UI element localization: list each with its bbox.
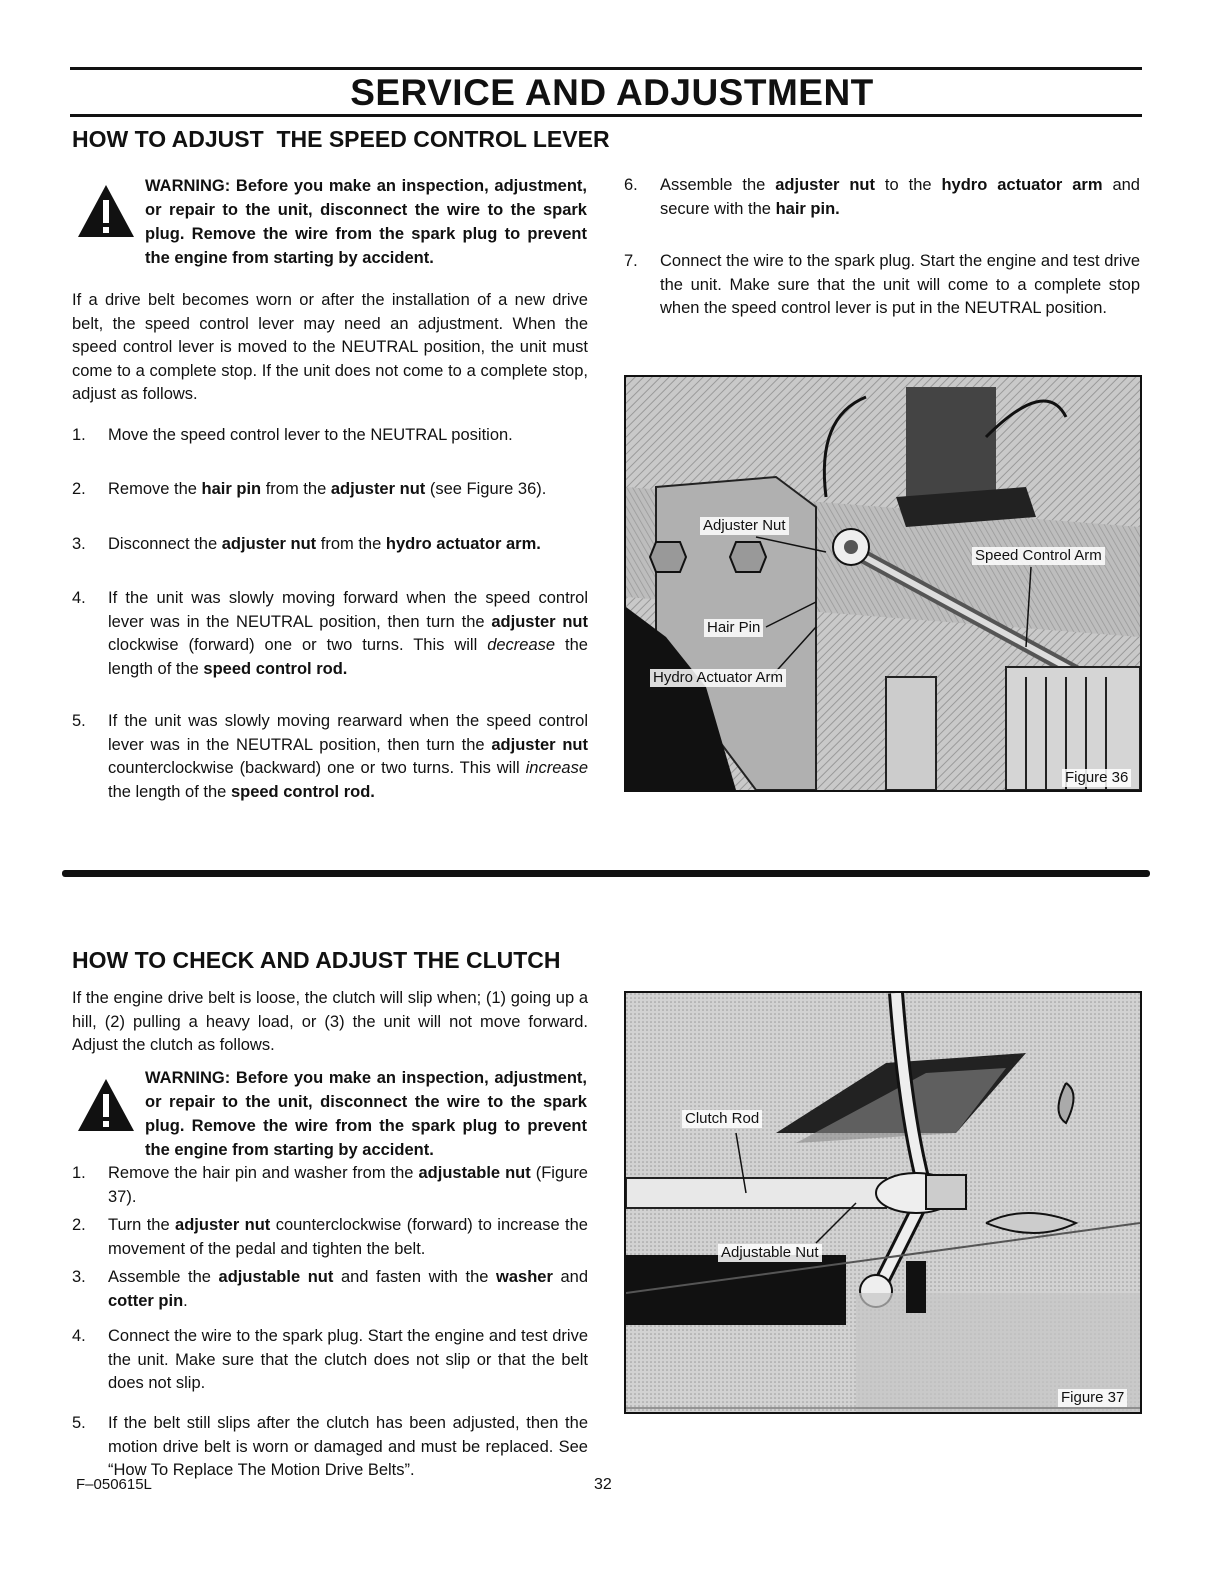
step-text-part: and — [552, 1268, 588, 1286]
step-text-part: from the — [261, 480, 331, 498]
step-text — [108, 1325, 588, 1396]
top-rule — [70, 67, 1142, 70]
step-number: 7. — [624, 252, 638, 270]
step-text-part: speed control rod. — [203, 659, 348, 678]
step-text-part: adjuster nut — [775, 176, 875, 194]
step-text — [108, 1214, 588, 1261]
step-text-part: to the — [875, 176, 942, 194]
step-item — [72, 710, 588, 810]
step-number: 1. — [72, 1164, 86, 1182]
figure-36-illustration — [626, 377, 1140, 790]
step-text-part: increase — [525, 759, 588, 777]
figure-36 — [624, 375, 1142, 792]
step-text-part: adjuster nut — [491, 612, 588, 631]
step-text — [108, 478, 588, 502]
title-rule — [70, 114, 1142, 117]
step-item — [72, 1325, 588, 1425]
page-title: SERVICE AND ADJUSTMENT — [350, 72, 874, 113]
step-text-part: (see Figure 36). — [425, 480, 547, 498]
step-text-part: If the unit was slowly moving forward when the speed control lever was in the NEUTRAL position, then turn the — [108, 589, 588, 631]
step-text-part: hair pin. — [775, 199, 840, 218]
warning-text: WARNING: Before you make an inspection, adjustment, or repair to the unit, disconnect the wire to the spark plug. Remove the wire from the spark plug to prevent the engine from starting by accident. — [145, 177, 587, 267]
step-number: 4. — [72, 1327, 86, 1345]
warning-icon — [76, 1077, 136, 1133]
step-text-part: adjuster nut — [175, 1216, 271, 1234]
step-text-part: the length of the — [108, 782, 231, 801]
label-speed-control-arm: Speed Control Arm — [972, 547, 1105, 565]
step-text-part: hydro actuator arm. — [385, 535, 541, 553]
step-text-part: hair pin — [201, 480, 262, 498]
step-number: 2. — [72, 480, 86, 498]
step-number: 5. — [72, 1414, 86, 1432]
step-number: 6. — [624, 176, 638, 194]
step-text-part: speed control rod. — [230, 782, 375, 801]
step-number: 3. — [72, 1268, 86, 1286]
step-text — [108, 424, 588, 448]
label-hair-pin: Hair Pin — [704, 619, 763, 637]
label-hydro-actuator-arm: Hydro Actuator Arm — [650, 669, 786, 687]
figure-37 — [624, 991, 1142, 1414]
step-number: 5. — [72, 712, 86, 730]
step-text-part: adjuster nut — [221, 535, 317, 553]
step-number: 4. — [72, 589, 86, 607]
page-number: 32 — [594, 1476, 612, 1493]
label-adjuster-nut: Adjuster Nut — [700, 517, 789, 535]
step-text-part: Remove the — [108, 480, 202, 498]
step-text — [108, 710, 588, 804]
clutch-intro-paragraph: If the engine drive belt is loose, the clutch will slip when; (1) going up a hill, (2) pulling a heavy load, or (3) the unit will not move forward. Adjust the clutch as follows. — [72, 989, 588, 1054]
step-text-part: washer — [496, 1268, 553, 1286]
step-text-part: counterclockwise (backward) one or two turns. This will — [108, 759, 526, 777]
step-number: 2. — [72, 1216, 86, 1234]
step-text-part: adjuster nut — [330, 480, 426, 498]
step-text — [108, 533, 588, 557]
intro-paragraph: If a drive belt becomes worn or after the installation of a new drive belt, the speed control lever may need an adjustment. When the speed control lever is moved to the NEUTRAL position, the unit must come to a complete stop. If the unit does not come to a complete stop, adjust as follows. — [72, 291, 588, 403]
step-text-part: Connect the wire to the spark plug. Start the engine and test drive the unit. Make sure that the clutch does not slip or that the belt does not slip. — [108, 1327, 588, 1392]
step-number: 1. — [72, 426, 86, 444]
step-text-part: If the belt still slips after the clutch has been adjusted, then the motion drive belt is worn or damaged and must be replaced. See “How To Replace The Motion Drive Belts”. — [108, 1414, 588, 1479]
step-text-part: Turn the — [108, 1216, 176, 1234]
step-text-part: (Figure 37). — [108, 1164, 588, 1206]
step-text — [108, 1412, 588, 1483]
step-text-part: Assemble the — [108, 1268, 219, 1286]
footer-code: F–050615L — [76, 1476, 152, 1493]
step-text-part: Move the speed control lever to the NEUTRAL position. — [108, 426, 513, 444]
step-number: 3. — [72, 535, 86, 553]
step-text-part: the length of the — [108, 636, 588, 678]
step-text-part: . — [183, 1291, 188, 1310]
step-text-part: If the unit was slowly moving rearward when the speed control lever was in the NEUTRAL position, then turn the — [108, 712, 588, 754]
step-item — [72, 1412, 588, 1512]
step-text-part: decrease — [487, 636, 556, 654]
step-text-part: clockwise (forward) one or two turns. This will — [108, 636, 488, 654]
step-text-part: adjuster nut — [491, 735, 588, 754]
step-text-part: Assemble the — [660, 176, 776, 194]
step-text — [660, 250, 1140, 321]
section-heading-clutch: HOW TO CHECK AND ADJUST THE CLUTCH — [72, 947, 561, 973]
step-text-part: counterclockwise (forward) to increase the movement of the pedal and tighten the belt. — [108, 1216, 588, 1258]
step-item — [624, 250, 1140, 350]
step-text-part: Remove the hair pin and washer from the — [108, 1164, 419, 1182]
step-text-part: from the — [316, 535, 386, 553]
step-text — [108, 1162, 588, 1209]
step-text-part: adjustable nut — [418, 1164, 531, 1182]
step-text — [108, 587, 588, 681]
step-text-part: cotter pin — [108, 1291, 184, 1310]
section-heading-speed-control: HOW TO ADJUST THE SPEED CONTROL LEVER — [72, 126, 610, 152]
label-clutch-rod: Clutch Rod — [682, 1110, 762, 1128]
warning-icon — [76, 183, 136, 239]
step-text-part: and fasten with the — [333, 1268, 497, 1286]
clutch-warning-text: WARNING: Before you make an inspection, adjustment, or repair to the unit, disconnect the wire to the spark plug. Remove the wire from the spark plug to prevent the engine from starting by accident. — [145, 1069, 587, 1159]
figure-37-illustration — [626, 993, 1140, 1412]
step-text-part: adjustable nut — [218, 1268, 334, 1286]
step-text-part: and secure with the — [660, 176, 1140, 218]
step-text — [660, 174, 1140, 221]
step-item — [72, 587, 588, 687]
section-divider — [62, 870, 1150, 877]
figure-37-caption: Figure 37 — [1058, 1389, 1127, 1407]
label-adjustable-nut: Adjustable Nut — [718, 1244, 822, 1262]
step-text — [108, 1266, 588, 1313]
step-text-part: hydro actuator arm — [941, 176, 1103, 194]
figure-36-caption: Figure 36 — [1062, 769, 1131, 787]
step-text-part: Disconnect the — [108, 535, 222, 553]
step-text-part: Connect the wire to the spark plug. Start the engine and test drive the unit. Make sure that the unit will come to a complete stop when the speed control lever is put in the NEUTRAL position. — [660, 252, 1140, 317]
